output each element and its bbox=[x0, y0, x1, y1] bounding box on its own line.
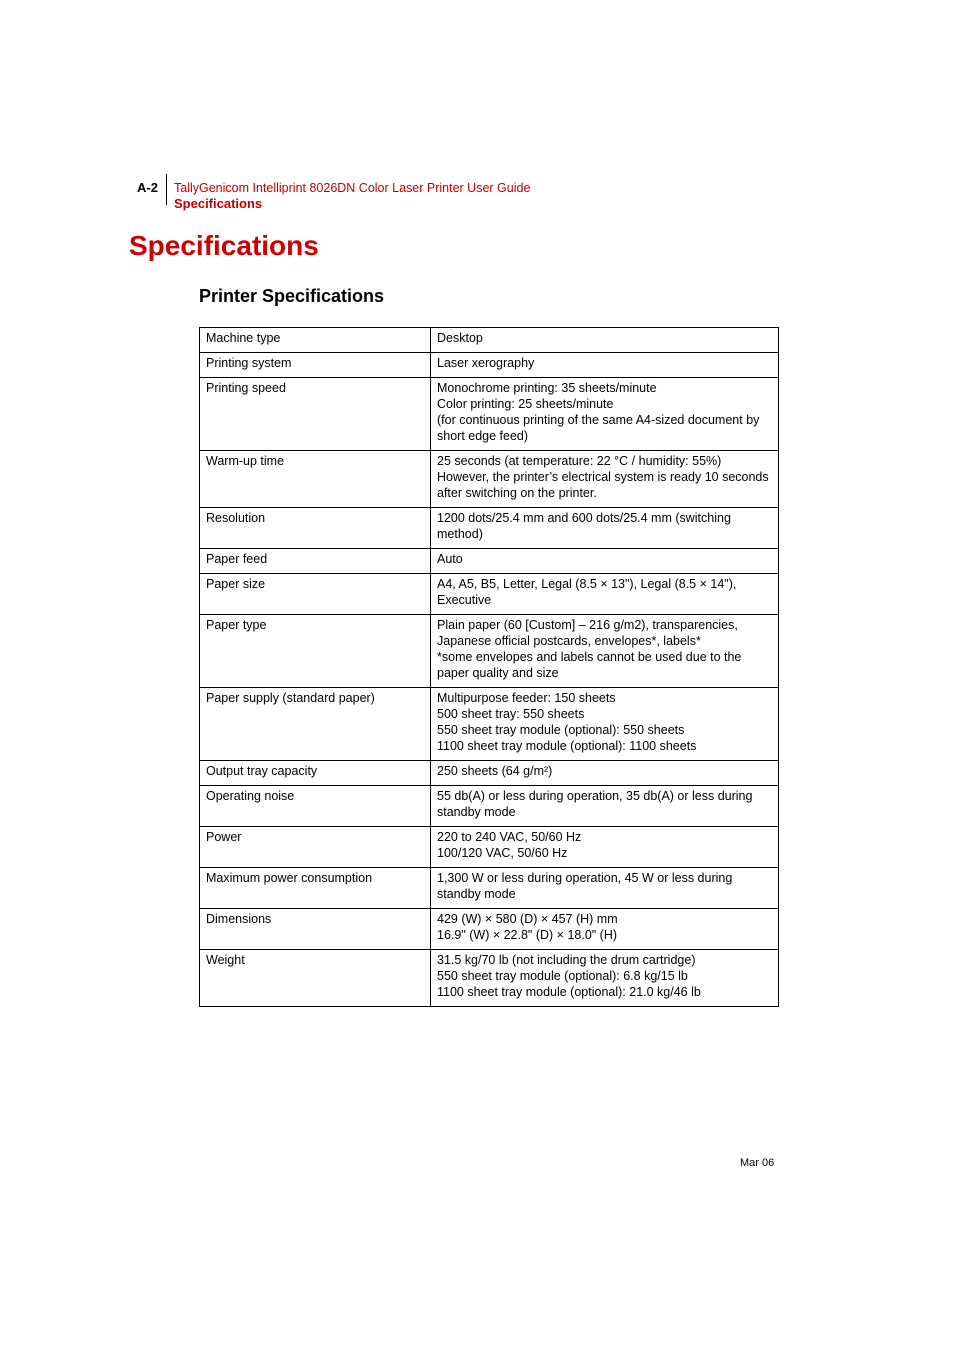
spec-value-line: 31.5 kg/70 lb (not including the drum cartridge) bbox=[437, 953, 696, 967]
spec-value bbox=[431, 328, 779, 353]
spec-label: Dimensions bbox=[200, 909, 431, 950]
spec-label: Printing system bbox=[200, 353, 431, 378]
table-row bbox=[200, 761, 779, 786]
spec-value bbox=[431, 688, 779, 761]
header-divider bbox=[166, 174, 167, 205]
table-row bbox=[200, 451, 779, 508]
table-row bbox=[200, 868, 779, 909]
spec-label: Operating noise bbox=[200, 786, 431, 827]
spec-label: Output tray capacity bbox=[200, 761, 431, 786]
spec-value-line: A4, A5, B5, Letter, Legal (8.5 × 13"), Legal (8.5 × 14"), Executive bbox=[437, 577, 737, 607]
table-row bbox=[200, 688, 779, 761]
spec-label: Paper supply (standard paper) bbox=[200, 688, 431, 761]
specifications-table bbox=[199, 327, 779, 1007]
spec-value bbox=[431, 827, 779, 868]
footer-date: Mar 06 bbox=[740, 1157, 775, 1169]
spec-label: Weight bbox=[200, 950, 431, 1007]
spec-value-line: 16.9" (W) × 22.8" (D) × 18.0" (H) bbox=[437, 928, 618, 942]
spec-value bbox=[431, 950, 779, 1007]
spec-value-line: Laser xerography bbox=[437, 356, 535, 370]
table-row bbox=[200, 328, 779, 353]
section-title: Printer Specifications bbox=[199, 286, 385, 306]
spec-value bbox=[431, 868, 779, 909]
table-row bbox=[200, 615, 779, 688]
spec-value-line: 550 sheet tray module (optional): 6.8 kg/15 lb bbox=[437, 969, 688, 983]
spec-value bbox=[431, 761, 779, 786]
spec-value-line: Desktop bbox=[437, 331, 483, 345]
page-title: Specifications bbox=[129, 230, 319, 261]
spec-label: Resolution bbox=[200, 508, 431, 549]
table-row bbox=[200, 950, 779, 1007]
table-row bbox=[200, 786, 779, 827]
spec-label: Printing speed bbox=[200, 378, 431, 451]
spec-value-line: 55 db(A) or less during operation, 35 db(A) or less during standby mode bbox=[437, 789, 753, 819]
spec-value-line: 550 sheet tray module (optional): 550 sheets bbox=[437, 723, 685, 737]
spec-value bbox=[431, 378, 779, 451]
spec-value bbox=[431, 549, 779, 574]
table-row bbox=[200, 508, 779, 549]
spec-label: Power bbox=[200, 827, 431, 868]
spec-value bbox=[431, 615, 779, 688]
spec-value-line: 1200 dots/25.4 mm and 600 dots/25.4 mm (switching method) bbox=[437, 511, 731, 541]
spec-label: Warm-up time bbox=[200, 451, 431, 508]
spec-value-line: Color printing: 25 sheets/minute bbox=[437, 397, 614, 411]
spec-value bbox=[431, 451, 779, 508]
spec-value-line: Monochrome printing: 35 sheets/minute bbox=[437, 381, 657, 395]
page-number: A-2 bbox=[137, 180, 158, 195]
table-row bbox=[200, 549, 779, 574]
spec-value-line: 100/120 VAC, 50/60 Hz bbox=[437, 846, 568, 860]
spec-value-line: However, the printer’s electrical system is ready 10 seconds after switching on the printer. bbox=[437, 470, 769, 500]
spec-value bbox=[431, 909, 779, 950]
table-row bbox=[200, 353, 779, 378]
header-section: Specifications bbox=[174, 196, 263, 211]
spec-value bbox=[431, 786, 779, 827]
spec-value bbox=[431, 574, 779, 615]
spec-value-line: (for continuous printing of the same A4-sized document by short edge feed) bbox=[437, 413, 760, 443]
spec-label: Paper type bbox=[200, 615, 431, 688]
spec-value bbox=[431, 508, 779, 549]
spec-label: Paper feed bbox=[200, 549, 431, 574]
spec-value-line: 429 (W) × 580 (D) × 457 (H) mm bbox=[437, 912, 618, 926]
spec-value-line: 1,300 W or less during operation, 45 W or less during standby mode bbox=[437, 871, 733, 901]
spec-value-line: Multipurpose feeder: 150 sheets bbox=[437, 691, 616, 705]
table-row bbox=[200, 574, 779, 615]
spec-label: Machine type bbox=[200, 328, 431, 353]
table-row bbox=[200, 827, 779, 868]
running-header bbox=[174, 181, 530, 211]
spec-value-line: 250 sheets (64 g/m²) bbox=[437, 764, 553, 778]
spec-value-line: Plain paper (60 [Custom] – 216 g/m2), transparencies, Japanese official postcards, envelopes*, labels* bbox=[437, 618, 738, 648]
spec-label: Maximum power consumption bbox=[200, 868, 431, 909]
table-row bbox=[200, 378, 779, 451]
spec-value-line: 25 seconds (at temperature: 22 °C / humidity: 55%) bbox=[437, 454, 722, 468]
spec-value-line: 1100 sheet tray module (optional): 1100 sheets bbox=[437, 739, 697, 753]
table-row bbox=[200, 909, 779, 950]
spec-value-line: *some envelopes and labels cannot be used due to the paper quality and size bbox=[437, 650, 742, 680]
spec-value-line: Auto bbox=[437, 552, 463, 566]
spec-label: Paper size bbox=[200, 574, 431, 615]
guide-title: TallyGenicom Intelliprint 8026DN Color Laser Printer User Guide bbox=[174, 181, 531, 195]
spec-value-line: 500 sheet tray: 550 sheets bbox=[437, 707, 585, 721]
spec-value bbox=[431, 353, 779, 378]
spec-value-line: 220 to 240 VAC, 50/60 Hz bbox=[437, 830, 582, 844]
spec-value-line: 1100 sheet tray module (optional): 21.0 kg/46 lb bbox=[437, 985, 701, 999]
